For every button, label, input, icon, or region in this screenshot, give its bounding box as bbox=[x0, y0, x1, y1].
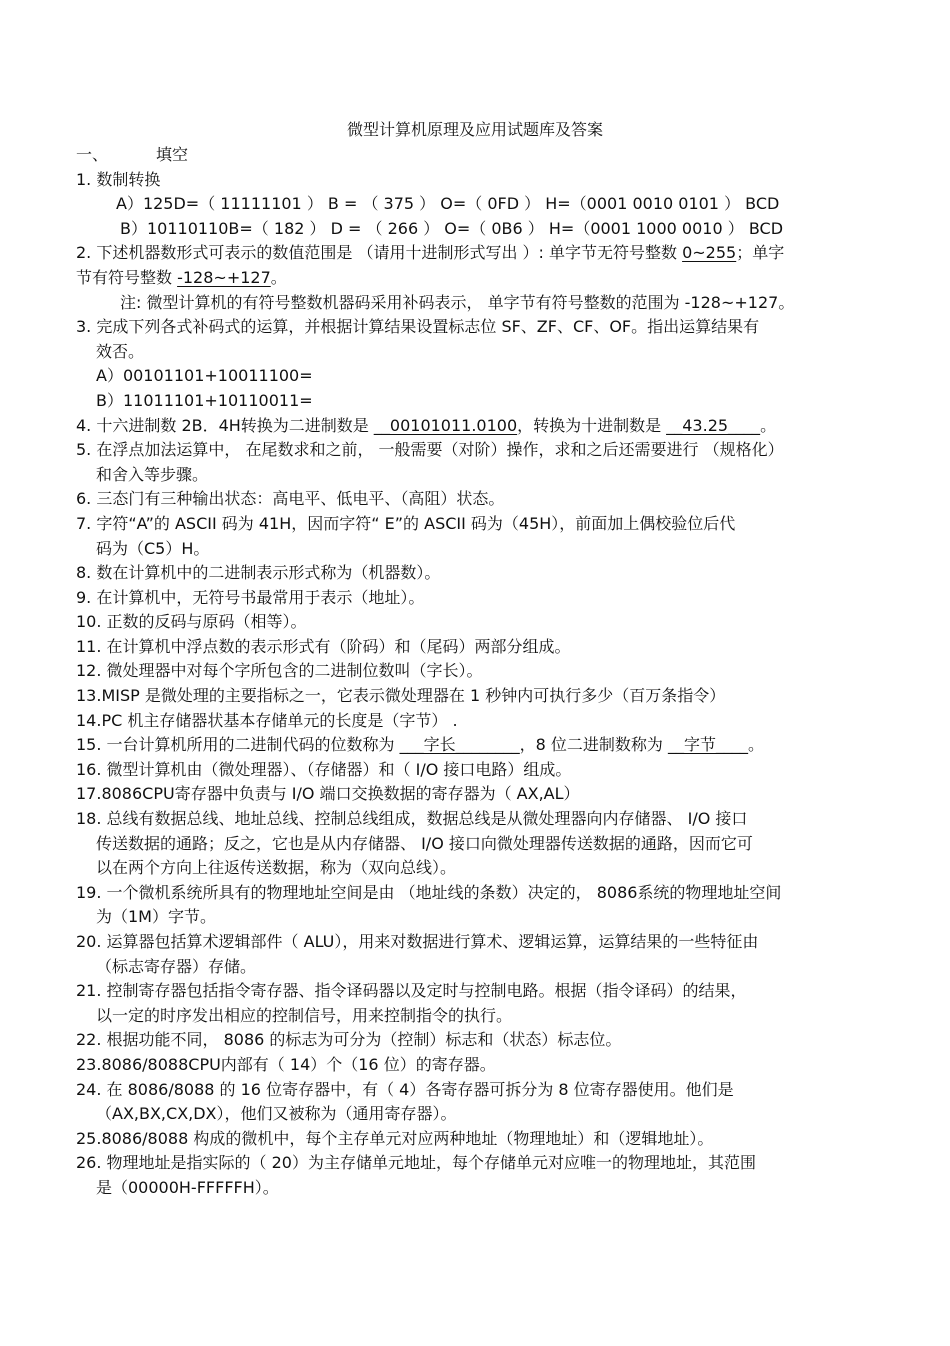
q15-text-b: ，8 位二进制数称为 bbox=[519, 735, 668, 755]
q18-line2: 传送数据的通路；反之，它也是从内存储器、 I/O 接口向微处理器传送数据的通路，因而它可 bbox=[96, 833, 753, 853]
q15-answer-word-length: ___字长________ bbox=[399, 735, 520, 755]
q17: 17.8086CPU寄存器中负责与 I/O 端口交换数据的寄存器为（ AX,AL） bbox=[76, 784, 580, 804]
q5-line2: 和舍入等步骤。 bbox=[96, 464, 209, 484]
q20-line1: 20. 运算器包括算术逻辑部件（ ALU），用来对数据进行算术、逻辑运算，运算结果的一些特征由 bbox=[76, 932, 759, 951]
q3-line1: 3. 完成下列各式补码式的运算，并根据计算结果设置标志位 SF、ZF、CF、OF。指出运算结果有 bbox=[76, 317, 760, 337]
q19-line2: 为（1M）字节。 bbox=[96, 907, 216, 927]
q1-head: 1. 数制转换 bbox=[76, 169, 161, 189]
question-list bbox=[76, 143, 876, 1201]
q3-a: A）00101101+10011100= bbox=[96, 366, 313, 386]
q18-line3: 以在两个方向上往返传送数据，称为（双向总线）。 bbox=[96, 858, 457, 878]
q5-line1: 5. 在浮点加法运算中， 在尾数求和之前， 一般需要（对阶）操作，求和之后还需要进行 （规格化） bbox=[76, 440, 784, 460]
q2-text-b: ；单字 bbox=[736, 243, 785, 263]
q25: 25.8086/8088 构成的微机中，每个主存单元对应两种地址（物理地址）和（逻辑地址）。 bbox=[76, 1128, 714, 1148]
q20-line2: （标志寄存器）存储。 bbox=[96, 956, 257, 976]
q2-line2 bbox=[76, 266, 876, 291]
q4-text-c: 。 bbox=[760, 415, 777, 435]
document-title: 微型计算机原理及应用试题库及答案 bbox=[346, 120, 603, 139]
q4-answer-decimal: __43.25____ bbox=[666, 415, 761, 435]
q24-line1: 24. 在 8086/8088 的 16 位寄存器中，有（ 4）各寄存器可拆分为 8 位寄存器使用。他们是 bbox=[76, 1079, 734, 1099]
q14: 14.PC 机主存储器状基本存储单元的长度是（字节） . bbox=[76, 710, 458, 730]
q2-text-c: 节有符号整数 bbox=[76, 267, 178, 287]
q11: 11. 在计算机中浮点数的表示形式有（阶码）和（尾码）两部分组成。 bbox=[76, 636, 571, 656]
q4-text-a: 4. 十六进制数 2B．4H转换为二进制数是 bbox=[76, 415, 374, 435]
q15 bbox=[76, 733, 876, 758]
q18-line1: 18. 总线有数据总线、地址总线、控制总线组成，数据总线是从微处理器向内存储器、 I/O 接口 bbox=[76, 809, 748, 829]
q26-line2: 是（00000H-FFFFFH）。 bbox=[96, 1177, 279, 1197]
q2-answer-unsigned: 0~255 bbox=[682, 243, 737, 263]
q15-text-a: 15. 一台计算机所用的二进制代码的位数称为 bbox=[76, 735, 400, 755]
q8: 8. 数在计算机中的二进制表示形式称为（机器数）。 bbox=[76, 563, 441, 583]
q4-answer-binary: __00101011.0100 bbox=[373, 415, 518, 435]
section-heading bbox=[76, 143, 876, 168]
q9: 9. 在计算机中，无符号书最常用于表示（地址）。 bbox=[76, 587, 425, 607]
q15-answer-byte: __字节____ bbox=[668, 735, 749, 755]
q23: 23.8086/8088CPU内部有（ 14）个（16 位）的寄存器。 bbox=[76, 1054, 496, 1074]
q7-line1: 7. 字符“A”的 ASCII 码为 41H，因而字符“ E”的 ASCII 码为（45H），前面加上偶校验位后代 bbox=[76, 513, 736, 533]
q3-b: B）11011101+10110011= bbox=[96, 390, 313, 410]
q2-line1 bbox=[76, 241, 876, 266]
q7-line2: 码为（C5）H。 bbox=[96, 538, 210, 558]
q19-line1: 19. 一个微机系统所具有的物理地址空间是由 （地址线的条数）决定的， 8086系统的物理地址空间 bbox=[76, 882, 782, 902]
q1-b: B）10110110B=（ 182 ） D = （ 266 ） O=（ 0B6 ） H=（0001 1000 0010 ） BCD bbox=[120, 218, 784, 238]
q10: 10. 正数的反码与原码（相等）。 bbox=[76, 612, 307, 632]
q2-text-d: 。 bbox=[270, 267, 287, 287]
section-name: 填空 bbox=[156, 145, 189, 164]
q1-a: A）125D=（ 11111101 ） B = （ 375 ） O=（ 0FD ） H=（0001 0010 0101 ） BCD bbox=[116, 194, 780, 214]
q21-line2: 以一定的时序发出相应的控制信号，用来控制指令的执行。 bbox=[96, 1005, 513, 1025]
section-number: 一、 bbox=[76, 145, 109, 164]
q6: 6. 三态门有三种输出状态：高电平、低电平、（高阻）状态。 bbox=[76, 489, 505, 509]
q4 bbox=[76, 414, 876, 439]
q26-line1: 26. 物理地址是指实际的（ 20）为主存储单元地址，每个存储单元对应唯一的物理地址，其范围 bbox=[76, 1153, 756, 1173]
q24-line2: （AX,BX,CX,DX），他们又被称为（通用寄存器）。 bbox=[96, 1104, 457, 1124]
q13: 13.MISP 是微处理的主要指标之一，它表示微处理器在 1 秒钟内可执行多少（百万条指令） bbox=[76, 686, 726, 706]
q2-text-a: 2. 下述机器数形式可表示的数值范围是 （请用十进制形式写出 ）: 单字节无符号整数 bbox=[76, 243, 683, 263]
q2-answer-signed: -128~+127 bbox=[177, 267, 271, 287]
q16: 16. 微型计算机由（微处理器）、（存储器）和（ I/O 接口电路）组成。 bbox=[76, 759, 572, 779]
q2-note: 注: 微型计算机的有符号整数机器码采用补码表示， 单字节有符号整数的范围为 -128~+127。 bbox=[120, 292, 795, 312]
q3-line2: 效否。 bbox=[96, 341, 145, 361]
q4-text-b: ，转换为十进制数是 bbox=[517, 415, 667, 435]
q15-text-c: 。 bbox=[748, 735, 765, 755]
q12: 12. 微处理器中对每个字所包含的二进制位数叫（字长）。 bbox=[76, 661, 483, 681]
q21-line1: 21. 控制寄存器包括指令寄存器、指令译码器以及定时与控制电路。根据（指令译码）的结果， bbox=[76, 981, 747, 1001]
q22: 22. 根据功能不同， 8086 的标志为可分为（控制）标志和（状态）标志位。 bbox=[76, 1030, 622, 1050]
